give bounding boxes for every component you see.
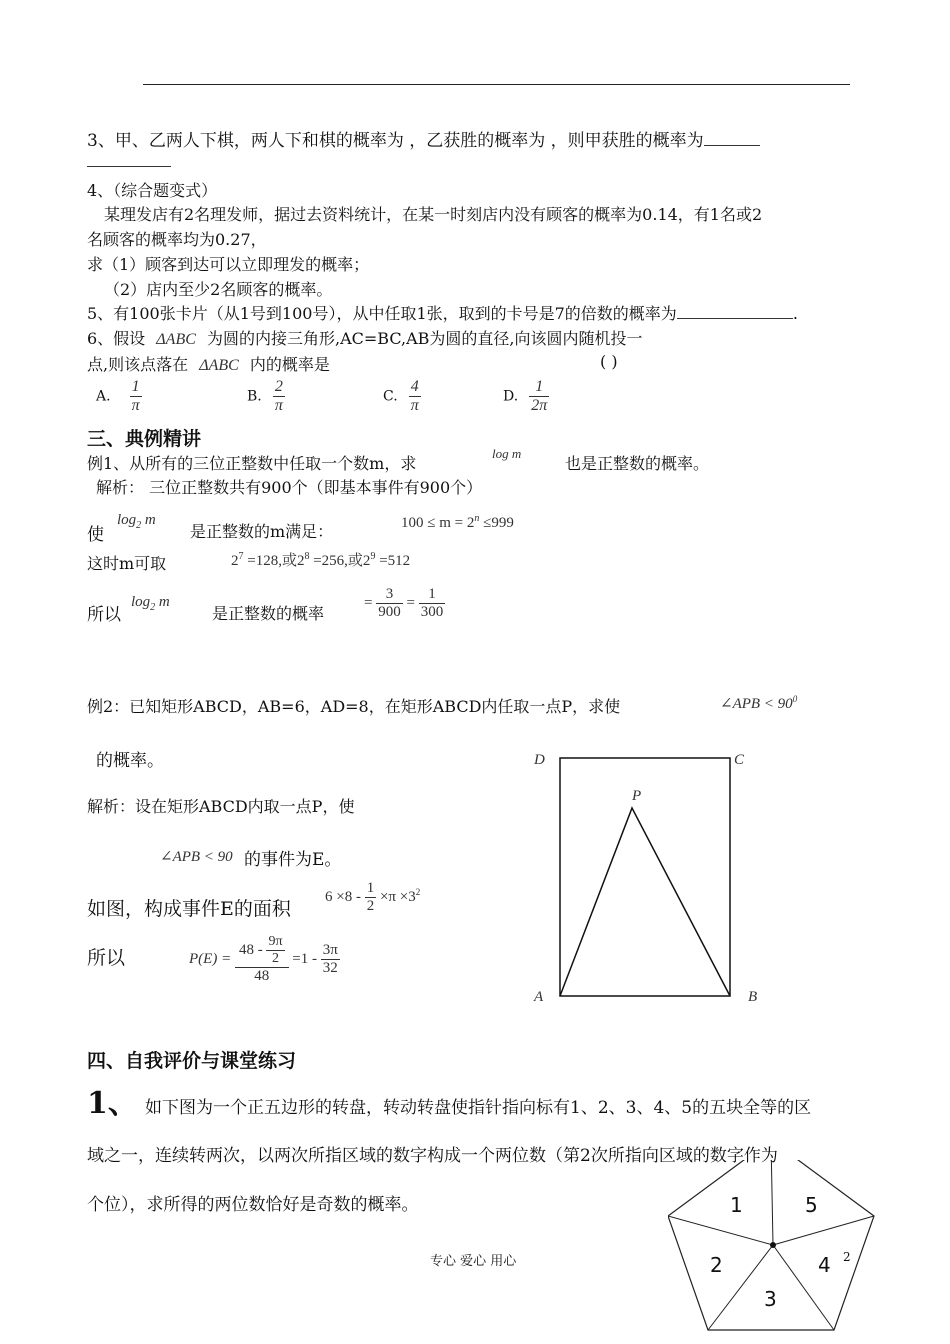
- numerator: 3: [376, 586, 403, 604]
- v: 2: [231, 553, 239, 569]
- triangle-abc: ΔABC: [156, 331, 196, 348]
- numerator: 3π: [322, 942, 338, 958]
- label-a: A: [534, 989, 544, 1005]
- numerator: 9π: [268, 934, 283, 949]
- denominator: 2: [366, 898, 375, 914]
- text: 内的概率是: [249, 355, 330, 374]
- angle-condition: [720, 694, 797, 713]
- question-5-text: 5、有100张卡片（从1号到100号），从中任取1张，取到的卡号是7的倍数的概率为: [87, 304, 677, 323]
- triangle-apb: [560, 808, 730, 996]
- inner-fraction: [266, 934, 284, 967]
- spoke: [668, 1216, 773, 1245]
- log2-m: [117, 512, 156, 531]
- v: =512: [375, 553, 411, 569]
- question-6-line1: [87, 326, 643, 349]
- log-text: log: [117, 512, 137, 528]
- label-c: C: [734, 752, 745, 768]
- option-label: D.: [503, 388, 519, 405]
- text: 6、假设: [87, 329, 146, 348]
- option-fraction: [529, 378, 549, 415]
- v: =256,或2: [309, 553, 371, 569]
- denominator: π: [131, 397, 140, 414]
- answer-blank-continued: [87, 166, 171, 167]
- text: 点,则该点落在: [87, 355, 189, 374]
- option-label: C.: [383, 388, 398, 405]
- option-d: [503, 378, 549, 415]
- question-6-line2: [87, 352, 330, 375]
- section-4-heading: 四、自我评价与课堂练习: [87, 1050, 297, 1072]
- example-1-line: 例1、从所有的三位正整数中任取一个数m，求: [87, 454, 417, 473]
- question-5: 5、有100张卡片（从1号到100号），从中任取1张，取到的卡号是7的倍数的概率为 .: [87, 304, 798, 323]
- label-d: D: [534, 752, 545, 768]
- numerator: 4: [409, 378, 421, 397]
- var-m: m: [511, 446, 522, 461]
- so-label-2: 所以: [87, 947, 126, 969]
- numerator: 1: [366, 880, 375, 896]
- numerator: 1: [529, 378, 549, 397]
- result-fraction: [321, 942, 340, 977]
- option-b: [247, 378, 285, 415]
- fraction-half: [365, 880, 377, 915]
- region-4: 4: [818, 1253, 831, 1277]
- values-expr: [231, 549, 410, 570]
- var-m: m: [144, 512, 156, 528]
- question-4-line2: 名顾客的概率均为0.27，: [87, 230, 267, 249]
- question-4-line4: （2）店内至少2名顾客的概率。: [104, 280, 333, 299]
- example-1-tail: 也是正整数的概率。: [565, 454, 710, 473]
- pe: P(E) =: [189, 951, 232, 967]
- question-4-line1: 某理发店有2名理发师，据过去资料统计，在某一时刻店内没有顾客的概率为0.14，有1名或2: [104, 205, 763, 224]
- denominator: 2π: [531, 397, 548, 414]
- cond-exp: n: [474, 513, 480, 524]
- log-base: 2: [136, 520, 142, 531]
- degree: 0: [792, 694, 798, 704]
- exercise-1-line3: 个位），求所得的两位数恰好是奇数的概率。: [87, 1195, 419, 1215]
- var-m: m: [158, 594, 170, 610]
- example-2-prob: 的概率。: [96, 751, 164, 771]
- option-label: B.: [247, 388, 262, 405]
- option-fraction: [409, 378, 421, 415]
- exp: 8: [304, 551, 310, 562]
- denominator: π: [274, 397, 283, 414]
- denominator: 300: [420, 604, 444, 620]
- probability-expr: [364, 586, 445, 621]
- question-3: [87, 126, 760, 151]
- section-3-heading: 三、典例精讲: [87, 428, 202, 450]
- text: 为圆的内接三角形,AC=BC,AB为圆的直径,向该圆内随机投一: [206, 329, 643, 348]
- answer-blank: [677, 302, 793, 319]
- label-p: P: [632, 788, 642, 804]
- denominator: π: [410, 397, 419, 414]
- log2-m: [131, 594, 170, 613]
- expr: ×π ×3: [379, 889, 416, 905]
- triangle-abc: ΔABC: [199, 357, 239, 374]
- example-2-line: 例2：已知矩形ABCD，AB=6，AD=8，在矩形ABCD内任取一点P，求使: [87, 697, 621, 716]
- numerator: [235, 934, 289, 968]
- option-a: [96, 378, 142, 415]
- fraction-1-300: [419, 586, 446, 621]
- pe-expr: [189, 934, 340, 985]
- exp: 2: [415, 886, 421, 897]
- answer-blank: [704, 127, 760, 146]
- denominator: 900: [378, 604, 401, 620]
- denominator: 2: [271, 951, 279, 966]
- num-a: 48 -: [238, 942, 263, 958]
- question-4-line3: 求（1）顾客到达可以立即理发的概率；: [87, 255, 370, 274]
- question-6-paren: ( ): [600, 352, 618, 371]
- header-rule: [143, 84, 850, 85]
- log-text: log: [492, 446, 509, 461]
- make-label: 使: [87, 525, 104, 545]
- option-fraction: [130, 378, 142, 415]
- log-base: 2: [150, 602, 156, 613]
- eq: =: [406, 595, 415, 611]
- expr: 6 ×8 -: [325, 889, 361, 905]
- exercise-1-number: 1、: [87, 1086, 138, 1121]
- eq: =: [364, 595, 373, 611]
- eq: =1 -: [292, 951, 317, 967]
- page-number: 2: [843, 1250, 851, 1264]
- log-m-expr: [492, 446, 521, 462]
- make-tail: 是正整数的m满足：: [190, 522, 334, 541]
- label-b: B: [748, 989, 758, 1005]
- event-text: 的事件为E。: [244, 850, 342, 870]
- example-1-analysis: 解析： 三位正整数共有900个（即基本事件有900个）: [96, 478, 483, 497]
- cond-tail: ≤999: [479, 515, 514, 531]
- numerator: 2: [273, 378, 285, 397]
- option-c: [383, 378, 421, 415]
- option-fraction: [273, 378, 285, 415]
- option-label: A.: [96, 388, 111, 405]
- region-2: 2: [710, 1253, 723, 1277]
- spoke: [773, 1216, 874, 1245]
- exercise-1-line1: 如下图为一个正五边形的转盘，转动转盘使指针指向标有1、2、3、4、5的五块全等的区: [145, 1098, 812, 1118]
- exp: 7: [238, 551, 244, 562]
- region-1: 1: [730, 1193, 743, 1217]
- angle-condition-2: ∠APB < 90: [160, 849, 233, 865]
- then-label: 这时m可取: [87, 554, 167, 573]
- numerator: 1: [130, 378, 142, 397]
- exercise-1-line2: 域之一，连续转两次，以两次所指区域的数字构成一个两位数（第2次所指向区域的数字作为: [87, 1146, 778, 1166]
- denominator: 48: [254, 968, 270, 984]
- rectangle-diagram: [520, 740, 780, 1010]
- angle-text: ∠APB < 90: [720, 696, 793, 712]
- question-4-title: 4、（综合题变式）: [87, 181, 218, 200]
- region-5: 5: [805, 1193, 818, 1217]
- question-3-text: 3、甲、乙两人下棋，两人下和棋的概率为 ，乙获胜的概率为 ，则甲获胜的概率为: [87, 131, 704, 151]
- example-2-analysis: 解析：设在矩形ABCD内取一点P，使: [87, 797, 355, 816]
- region-3: 3: [764, 1287, 777, 1311]
- so-label: 所以: [87, 605, 121, 625]
- so-tail: 是正整数的概率: [212, 604, 325, 623]
- pentagon-spinner: [668, 1160, 888, 1344]
- log-text: log: [131, 594, 151, 610]
- condition-expr: [401, 513, 514, 532]
- exp: 9: [370, 551, 376, 562]
- rectangle-abcd: [560, 758, 730, 996]
- cond-text: 100 ≤ m = 2: [401, 515, 475, 531]
- area-expr: [325, 880, 420, 915]
- v: =128,或2: [243, 553, 305, 569]
- spoke: [771, 1160, 773, 1245]
- fraction-3-900: [376, 586, 403, 621]
- area-text: 如图，构成事件E的面积: [87, 898, 291, 920]
- spinner-center: [770, 1242, 776, 1248]
- footer-text: 专心 爱心 用心: [430, 1254, 517, 1269]
- denominator: 32: [322, 960, 338, 976]
- numerator: 1: [419, 586, 446, 604]
- big-fraction: [235, 934, 289, 985]
